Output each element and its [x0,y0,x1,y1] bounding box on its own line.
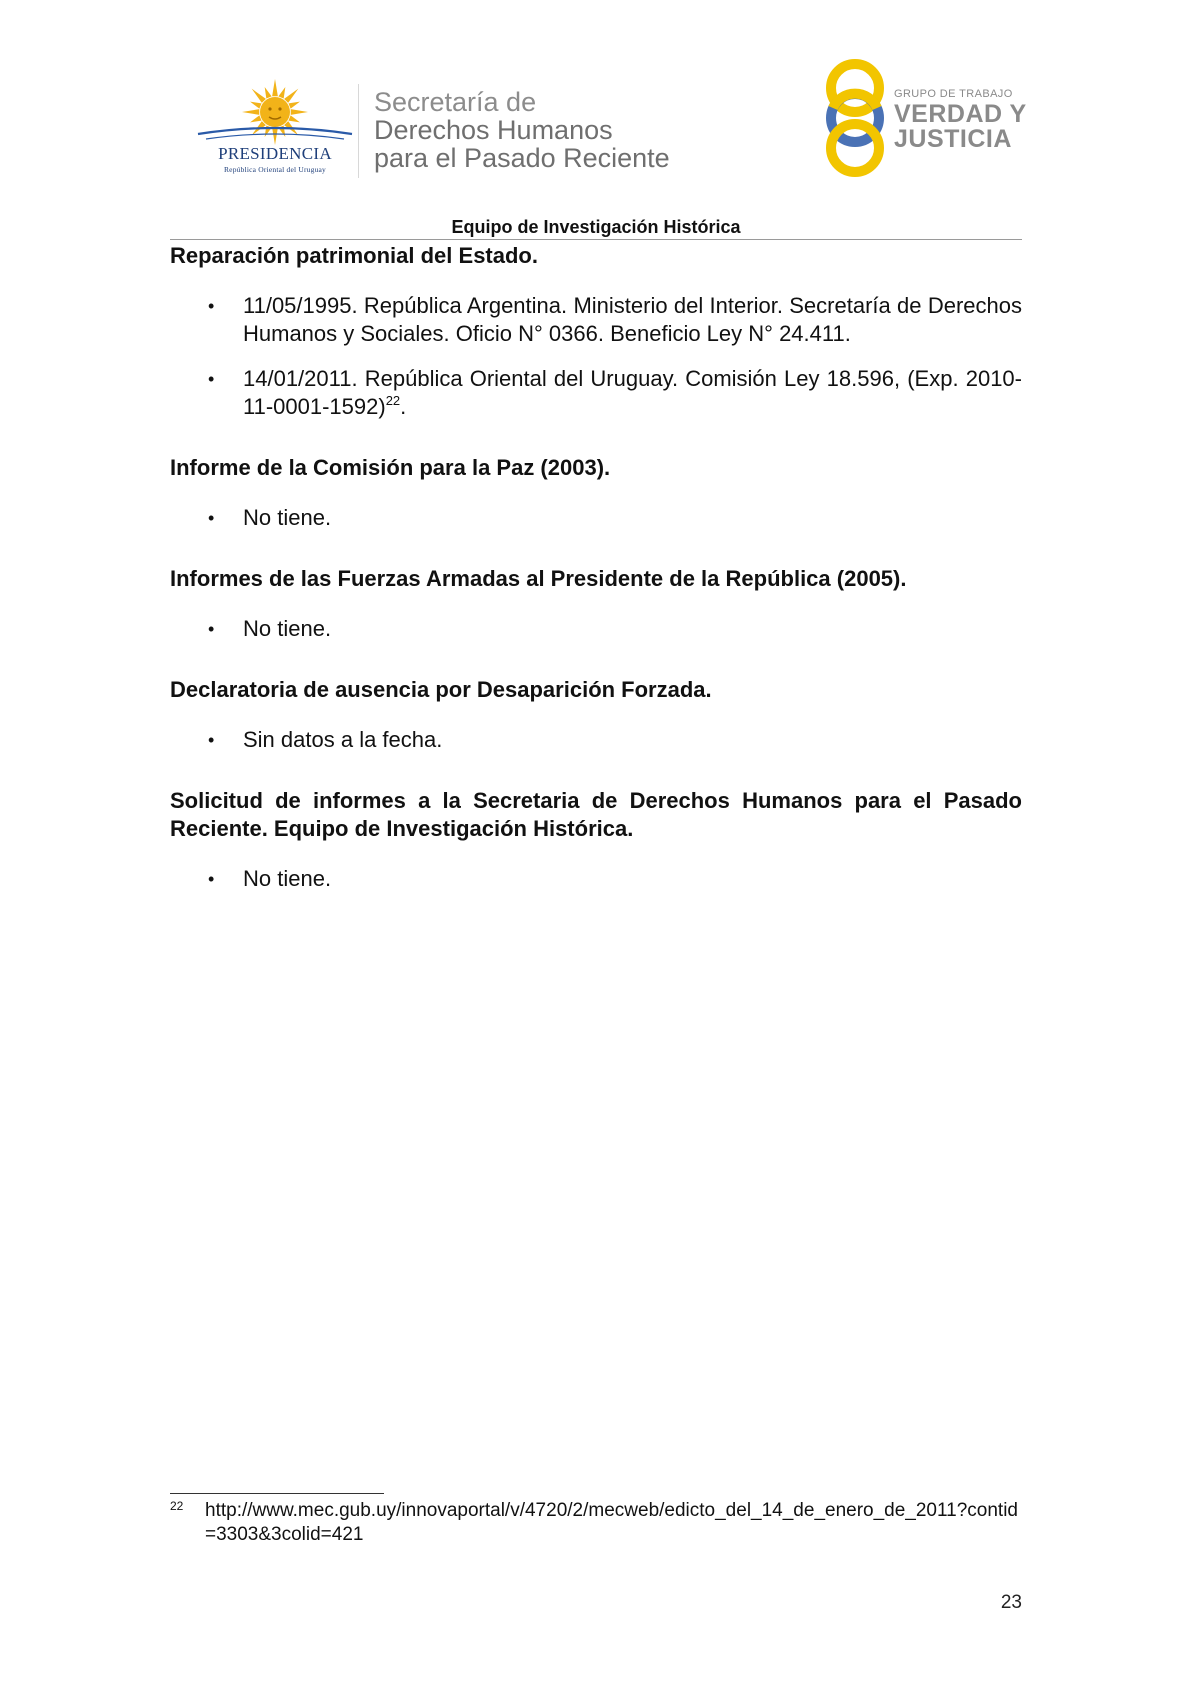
verdad-justicia-logo [820,56,1027,180]
bullet-icon: • [208,730,215,750]
footnote-reference[interactable]: 22 [385,393,401,408]
secretaria-line-1: Secretaría de [374,87,537,117]
document-body [170,242,1022,893]
list-item-text: No tiene. [243,866,332,891]
list-item [170,292,1022,348]
list-item-text: No tiene. [243,505,332,530]
list-item-text: Sin datos a la fecha. [243,727,443,752]
list-item-text: 11/05/1995. República Argentina. Ministerio del Interior. Secretaría de Derechos Humanos y Sociales. Oficio N° 0366. Beneficio Ley N° 24.411. [243,293,1022,346]
section-heading: Solicitud de informes a la Secretaria de Derechos Humanos para el Pasado Reciente. Equipo de Investigación Histórica. [170,788,1022,841]
footnote-mark: 22 [170,1499,184,1513]
list-item-trailing-punct: . [400,394,407,419]
section-heading: Informes de las Fuerzas Armadas al Presidente de la República (2005). [170,566,907,591]
bullet-list [170,726,1022,754]
list-item-text: 14/01/2011. República Oriental del Uruguay. Comisión Ley 18.596, (Exp. 2010-11-0001-1592) [243,366,1022,419]
running-header: Equipo de Investigación Histórica [451,217,741,237]
vj-small-label: GRUPO DE TRABAJO [894,88,1013,100]
bullet-icon: • [208,296,215,316]
footnote [170,1499,1022,1547]
sun-emblem-icon [196,78,354,148]
vj-line-2: JUSTICIA [894,125,1012,153]
list-item [170,865,1022,893]
section-heading: Informe de la Comisión para la Paz (2003). [170,455,611,480]
presidencia-wordmark: PRESIDENCIA [218,144,332,163]
bullet-icon: • [208,508,215,528]
presidencia-subtitle: República Oriental del Uruguay [223,165,326,174]
list-item-text: No tiene. [243,616,332,641]
secretaria-logo [374,88,670,172]
secretaria-line-2: Derechos Humanos [374,115,613,145]
bullet-icon: • [208,619,215,639]
header-rule [170,239,1022,240]
page-number: 23 [1000,1592,1022,1613]
section-heading: Declaratoria de ausencia por Desaparición Forzada. [170,677,712,702]
secretaria-line-3: para el Pasado Reciente [374,143,670,173]
vj-line-1: VERDAD Y [894,100,1027,128]
list-item [170,504,1022,532]
bullet-icon: • [208,869,215,889]
footnote-url[interactable]: http://www.mec.gub.uy/innovaportal/v/4720/2/mecweb/edicto_del_14_de_enero_de_2011?contid=3303&3colid=421 [205,1500,1018,1545]
presidencia-logo [196,78,354,178]
list-item [170,615,1022,643]
bullet-list [170,292,1022,421]
list-item [170,726,1022,754]
section-heading: Reparación patrimonial del Estado. [170,243,538,268]
bullet-list [170,615,1022,643]
footnote-separator [170,1493,384,1494]
list-item [170,365,1022,421]
bullet-list [170,504,1022,532]
bullet-icon: • [208,369,215,389]
logo-divider [358,84,359,178]
bullet-list [170,865,1022,893]
linked-rings-icon [820,56,890,180]
